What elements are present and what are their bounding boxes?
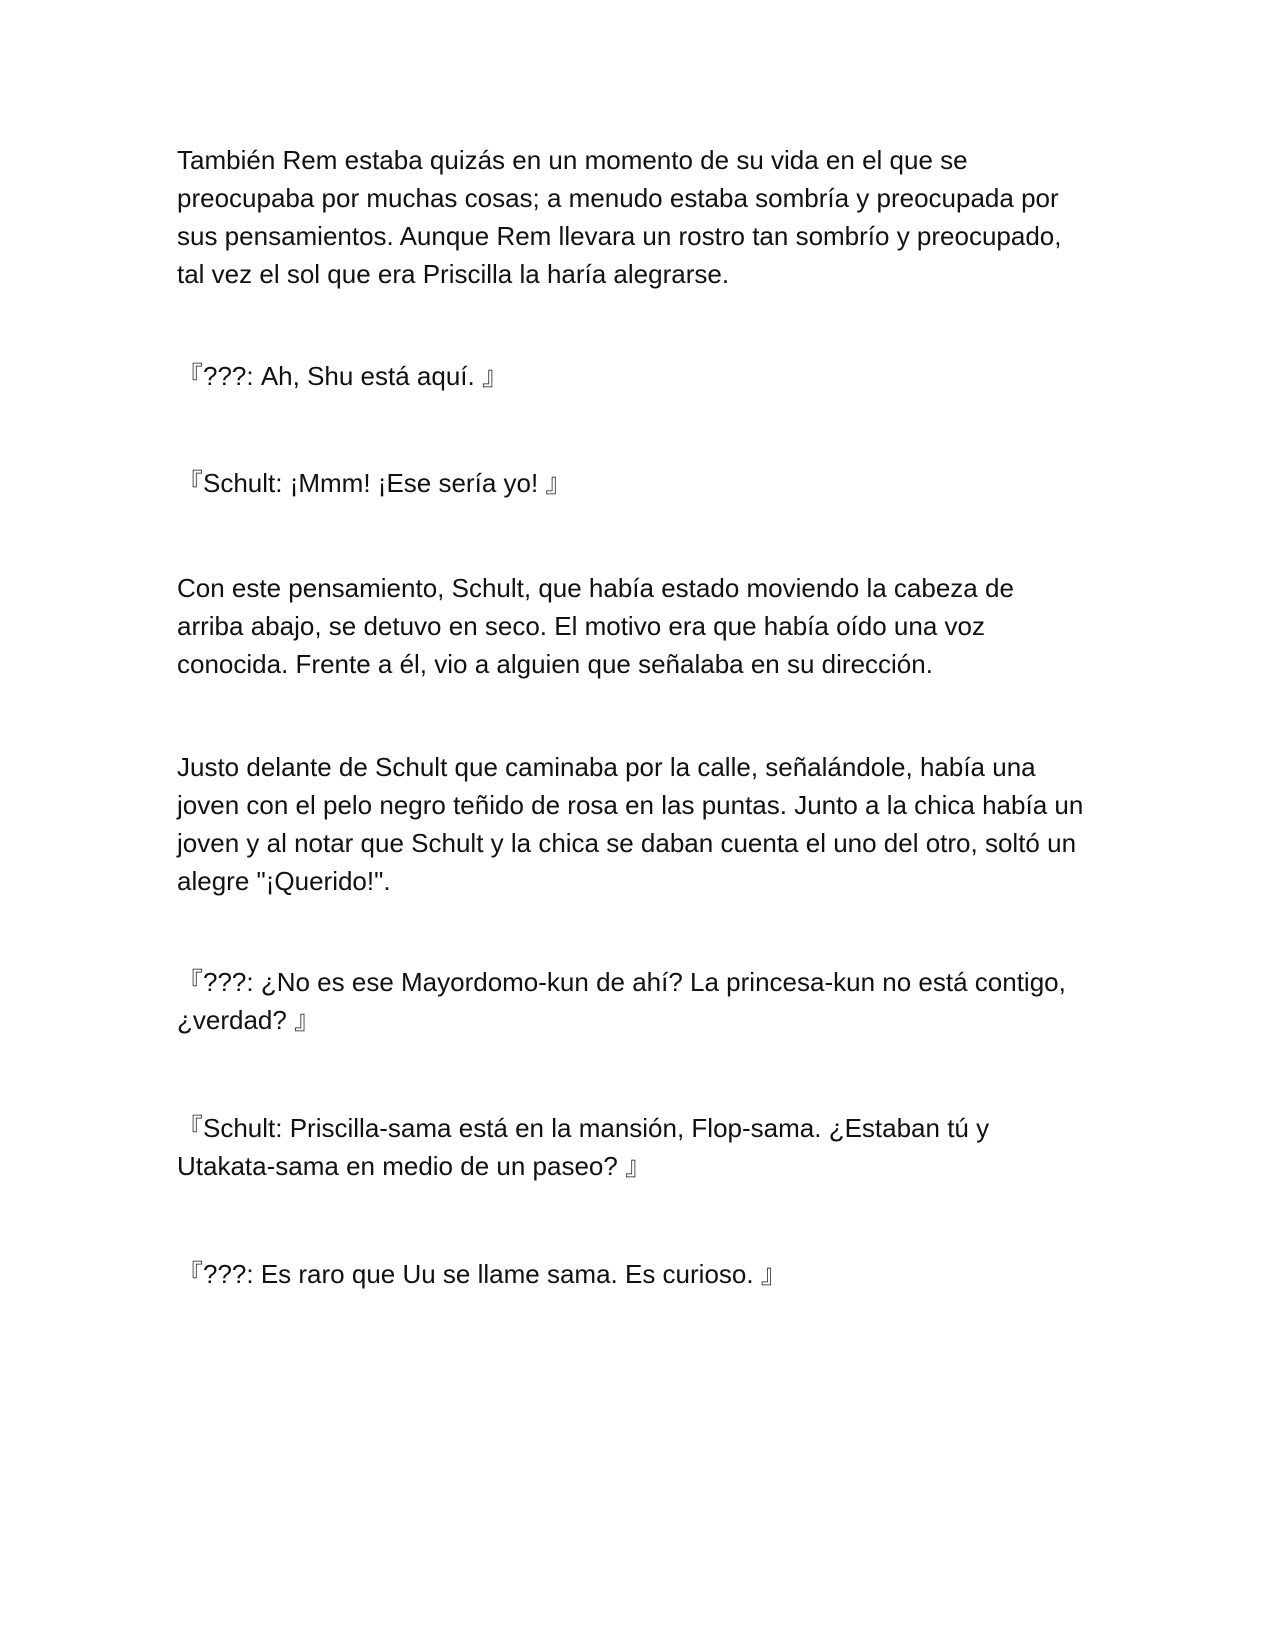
text-line: sus pensamientos. Aunque Rem llevara un rostro tan sombrío y preocupado, bbox=[177, 221, 1062, 251]
text-line: También Rem estaba quizás en un momento de su vida en el que se bbox=[177, 145, 968, 175]
dialogue-unknown-mayordomo bbox=[177, 963, 1107, 1039]
text-line: 『???: Ah, Shu está aquí. 』 bbox=[177, 361, 508, 391]
dialogue-unknown-shu bbox=[177, 357, 1107, 395]
paragraph-schult-stops bbox=[177, 569, 1107, 683]
text-line: 『???: ¿No es ese Mayordomo-kun de ahí? La princesa-kun no está contigo, bbox=[177, 967, 1066, 997]
text-line: 『Schult: Priscilla-sama está en la mansión, Flop-sama. ¿Estaban tú y bbox=[177, 1113, 990, 1143]
text-line: 『???: Es raro que Uu se llame sama. Es curioso. 』 bbox=[177, 1259, 787, 1289]
paragraph-rem-worries bbox=[177, 141, 1107, 293]
text-line: joven y al notar que Schult y la chica se daban cuenta el uno del otro, soltó un bbox=[177, 828, 1077, 858]
paragraph-girl-pointing bbox=[177, 748, 1107, 900]
dialogue-schult-priscilla bbox=[177, 1109, 1107, 1185]
text-line: ¿verdad? 』 bbox=[177, 1005, 321, 1035]
text-line: Utakata-sama en medio de un paseo? 』 bbox=[177, 1151, 652, 1181]
text-line: alegre "¡Querido!". bbox=[177, 866, 391, 896]
dialogue-schult-mmm bbox=[177, 464, 1107, 502]
text-line: arriba abajo, se detuvo en seco. El motivo era que había oído una voz bbox=[177, 611, 985, 641]
text-line: tal vez el sol que era Priscilla la haría alegrarse. bbox=[177, 259, 730, 289]
text-line: conocida. Frente a él, vio a alguien que señalaba en su dirección. bbox=[177, 649, 933, 679]
text-line: joven con el pelo negro teñido de rosa en las puntas. Junto a la chica había un bbox=[177, 790, 1084, 820]
text-line: preocupaba por muchas cosas; a menudo estaba sombría y preocupada por bbox=[177, 183, 1059, 213]
text-line: 『Schult: ¡Mmm! ¡Ese sería yo! 』 bbox=[177, 468, 572, 498]
text-line: Con este pensamiento, Schult, que había estado moviendo la cabeza de bbox=[177, 573, 1014, 603]
dialogue-unknown-uu bbox=[177, 1255, 1107, 1293]
text-line: Justo delante de Schult que caminaba por la calle, señalándole, había una bbox=[177, 752, 1036, 782]
